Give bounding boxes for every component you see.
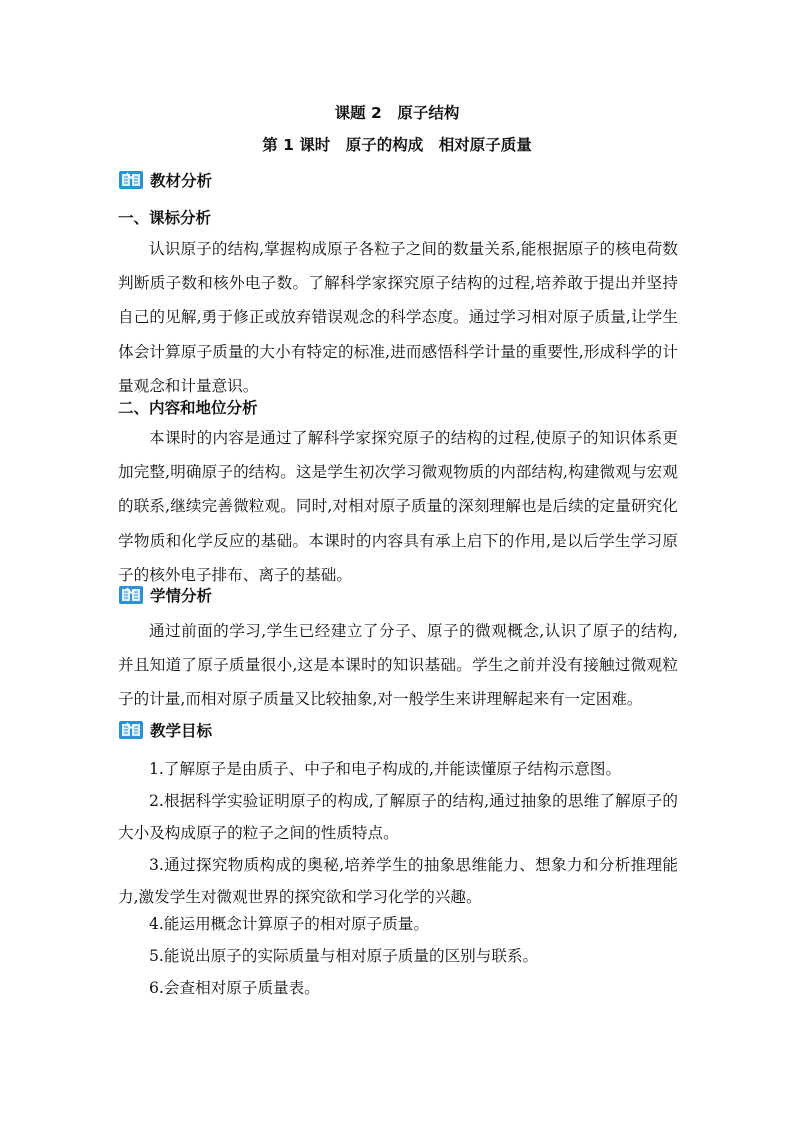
section-heading-goals bbox=[118, 718, 212, 742]
section-heading-label: 教材分析 bbox=[150, 172, 213, 190]
paragraph-content-position: 本课时的内容是通过了解科学家探究原子的结构的过程,使原子的知识体系更加完整,明确原子的结构。这是学生初次学习微观物质的内部结构,构建微观与宏观的联系,继续完善微粒观。同时,对相对原子质量的深刻理解也是后续的定量研究化学物质和化学反应的基础。本课时的内容具有承上启下的作用,是以后学生学习原子的核外电子排布、离子的基础。 bbox=[118, 429, 678, 584]
section-heading-label: 教学目标 bbox=[150, 722, 213, 740]
goal-item-1: 1.了解原子是由质子、中子和电子构成的,并能读懂原子结构示意图。 bbox=[149, 760, 622, 778]
goal-item-4: 4.能运用概念计算原子的相对原子质量。 bbox=[149, 915, 429, 933]
goal-item-6: 6.会查相对原子质量表。 bbox=[149, 979, 320, 997]
book-icon bbox=[118, 719, 144, 741]
goal-item-2: 2.根据科学实验证明原子的构成,了解原子的结构,通过抽象的思维了解原子的大小及构成原子的粒子之间的性质特点。 bbox=[118, 792, 678, 842]
subheading-standards: 一、课标分析 bbox=[118, 209, 212, 227]
goal-item-3: 3.通过探究物质构成的奥秘,培养学生的抽象思维能力、想象力和分析推理能力,激发学生对微观世界的探究欲和学习化学的兴趣。 bbox=[118, 856, 678, 906]
section-heading-students bbox=[118, 583, 212, 607]
subheading-content-position: 二、内容和地位分析 bbox=[118, 399, 258, 417]
paragraph-students: 通过前面的学习,学生已经建立了分子、原子的微观概念,认识了原子的结构,并且知道了原子质量很小,这是本课时的知识基础。学生之前并没有接触过微观粒子的计量,而相对原子质量又比较抽象,对一般学生来讲理解起来有一定困难。 bbox=[118, 622, 678, 709]
paragraph-standards: 认识原子的结构,掌握构成原子各粒子之间的数量关系,能根据原子的核电荷数判断质子数和核外电子数。了解科学家探究原子结构的过程,培养敢于提出并坚持自己的见解,勇于修正或放弃错误观念的科学态度。通过学习相对原子质量,让学生体会计算原子质量的大小有特定的标准,进而感悟科学计量的重要性,形成科学的计量观念和计量意识。 bbox=[118, 240, 678, 395]
book-icon bbox=[118, 169, 144, 191]
lesson-title: 课题 2 原子结构 bbox=[334, 104, 460, 122]
book-icon bbox=[118, 584, 144, 606]
goal-item-5: 5.能说出原子的实际质量与相对原子质量的区别与联系。 bbox=[149, 947, 539, 965]
section-heading-textbook bbox=[118, 168, 212, 192]
section-heading-label: 学情分析 bbox=[150, 587, 213, 605]
lesson-subtitle: 第 1 课时 原子的构成 相对原子质量 bbox=[262, 136, 532, 154]
